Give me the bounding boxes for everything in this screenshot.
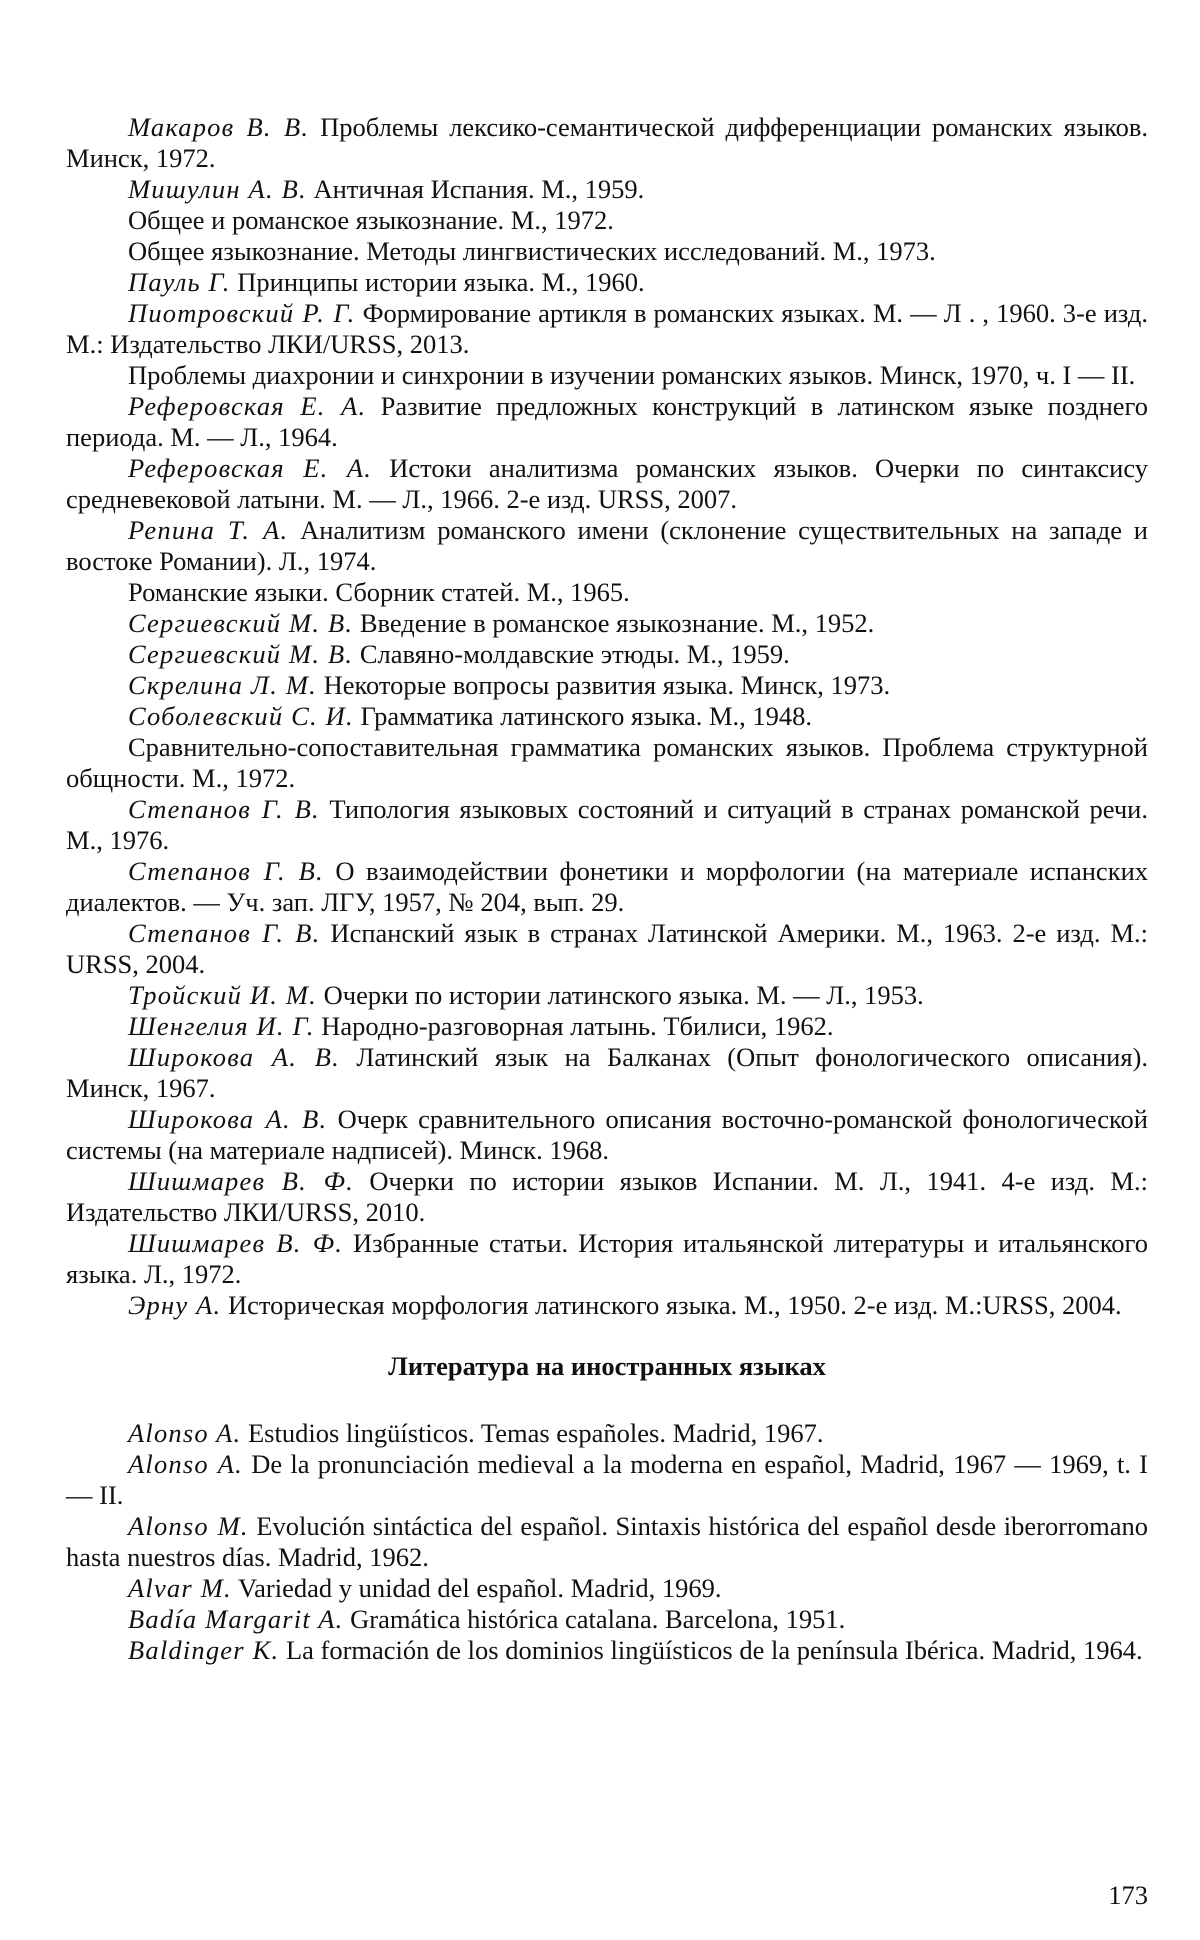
entry-text: Variedad y unidad del español. Madrid, 1969. <box>231 1573 722 1603</box>
entry-text: Латинский язык на Балканах (Опыт фонологического описания). Минск, 1967. <box>66 1042 1148 1103</box>
entry-text: Испанский язык в странах Латинской Америки. М., 1963. 2-е изд. М.: URSS, 2004. <box>66 918 1148 979</box>
entry-text: Очерки по истории латинского языка. М. — Л., 1953. <box>317 980 924 1010</box>
entry-text: Сравнительно-сопоставительная грамматика романских языков. Проблема структурной общности. М., 1972. <box>66 732 1148 793</box>
entry-author: Пиотровский Р. Г. <box>128 298 356 328</box>
entry-author: Alvar M. <box>128 1573 232 1603</box>
entry-text: Введение в романское языкознание. М., 1952. <box>353 608 875 638</box>
foreign-bibliography-list <box>66 1418 1148 1666</box>
bibliography-entry <box>66 174 1148 205</box>
entry-text: Общее языкознание. Методы лингвистических исследований. М., 1973. <box>128 236 936 266</box>
entry-text: Общее и романское языкознание. М., 1972. <box>128 205 614 235</box>
entry-author: Эрну А. <box>128 1290 222 1320</box>
entry-author: Степанов Г. В. <box>128 918 321 948</box>
entry-text: De la pronunciación medieval a la moderna en español, Madrid, 1967 — 1969, t. I — II. <box>66 1449 1148 1510</box>
entry-author: Мишулин А. В. <box>128 174 307 204</box>
bibliography-entry <box>66 1449 1148 1511</box>
entry-text: Формирование артикля в романских языках. М. — Л . , 1960. 3-е изд. М.: Издательство ЛКИ/URSS, 2013. <box>66 298 1148 359</box>
bibliography-entry <box>66 918 1148 980</box>
entry-text: Избранные статьи. История итальянской литературы и итальянского языка. Л., 1972. <box>66 1228 1148 1289</box>
entry-text: Грамматика латинского языка. М., 1948. <box>353 701 813 731</box>
bibliography-entry <box>66 980 1148 1011</box>
bibliography-entry <box>66 360 1148 391</box>
bibliography-entry <box>66 112 1148 174</box>
russian-bibliography-list <box>66 112 1148 1321</box>
entry-author: Сергиевский М. В. <box>128 639 354 669</box>
bibliography-entry <box>66 1511 1148 1573</box>
section-title: Литература на иностранных языках <box>388 1351 826 1381</box>
bibliography-entry <box>66 670 1148 701</box>
bibliography-entry <box>66 1011 1148 1042</box>
entry-text: Проблемы диахронии и синхронии в изучении романских языков. Минск, 1970, ч. I — II. <box>128 360 1136 390</box>
entry-author: Шенгелия И. Г. <box>128 1011 315 1041</box>
entry-author: Реферовская Е. А. <box>128 391 367 421</box>
bibliography-entry <box>66 1290 1148 1321</box>
bibliography-entry <box>66 1166 1148 1228</box>
entry-author: Реферовская Е. А. <box>128 453 373 483</box>
entry-text: Gramática histórica catalana. Barcelona, 1951. <box>343 1604 846 1634</box>
bibliography-entry <box>66 298 1148 360</box>
bibliography-entry <box>66 515 1148 577</box>
bibliography-entry <box>66 1228 1148 1290</box>
bibliography-entry <box>66 732 1148 794</box>
entry-text: Evolución sintáctica del español. Sintaxis histórica del español desde iberorromano hasta nuestros días. Madrid, 1962. <box>66 1511 1148 1572</box>
entry-text: Принципы истории языка. М., 1960. <box>230 267 645 297</box>
entry-text: Estudios lingüísticos. Temas españoles. Madrid, 1967. <box>241 1418 824 1448</box>
entry-text: Античная Испания. М., 1959. <box>306 174 645 204</box>
entry-author: Alonso A. <box>128 1418 242 1448</box>
bibliography-entry <box>66 856 1148 918</box>
entry-author: Пауль Г. <box>128 267 231 297</box>
entry-text: Очерки по истории языков Испании. М. Л., 1941. 4-е изд. М.: Издательство ЛКИ/URSS, 2010. <box>66 1166 1148 1227</box>
entry-text: La formación de los dominios lingüísticos de la península Ibérica. Madrid, 1964. <box>279 1635 1143 1665</box>
bibliography-entry <box>66 205 1148 236</box>
entry-author: Alonso M. <box>128 1511 249 1541</box>
entry-author: Сергиевский М. В. <box>128 608 354 638</box>
entry-author: Широкова А. В. <box>128 1104 328 1134</box>
bibliography-entry <box>66 1604 1148 1635</box>
entry-author: Репина Т. А. <box>128 515 289 545</box>
bibliography-entry <box>66 1573 1148 1604</box>
entry-text: Развитие предложных конструкций в латинском языке позднего периода. М. — Л., 1964. <box>66 391 1148 452</box>
entry-author: Соболевский С. И. <box>128 701 354 731</box>
entry-author: Alonso A. <box>128 1449 243 1479</box>
bibliography-entry <box>66 1635 1148 1666</box>
bibliography-entry <box>66 639 1148 670</box>
bibliography-entry <box>66 391 1148 453</box>
bibliography-entry <box>66 1042 1148 1104</box>
entry-text: Типология языковых состояний и ситуаций в странах романской речи. М., 1976. <box>66 794 1148 855</box>
entry-text: Аналитизм романского имени (склонение существительных на западе и востоке Романии). Л., 1974. <box>66 515 1148 576</box>
entry-text: Некоторые вопросы развития языка. Минск, 1973. <box>316 670 891 700</box>
bibliography-entry <box>66 1418 1148 1449</box>
entry-author: Широкова А. В. <box>128 1042 340 1072</box>
page-number: 173 <box>1108 1880 1148 1910</box>
bibliography-entry <box>66 453 1148 515</box>
bibliography-entry <box>66 701 1148 732</box>
bibliography-entry <box>66 236 1148 267</box>
bibliography-page <box>66 112 1148 1666</box>
bibliography-entry <box>66 1104 1148 1166</box>
bibliography-entry <box>66 577 1148 608</box>
entry-author: Степанов Г. В. <box>128 794 320 824</box>
entry-text: Славяно-молдавские этюды. М., 1959. <box>353 639 790 669</box>
entry-text: Романские языки. Сборник статей. М., 1965. <box>128 577 630 607</box>
bibliography-entry <box>66 267 1148 298</box>
entry-author: Степанов Г. В. <box>128 856 324 886</box>
bibliography-entry <box>66 794 1148 856</box>
entry-author: Скрелина Л. М. <box>128 670 317 700</box>
entry-text: О взаимодействии фонетики и морфологии (на материале испанских диалектов. — Уч. зап. ЛГУ, 1957, № 204, вып. 29. <box>66 856 1148 917</box>
entry-author: Тройский И. М. <box>128 980 317 1010</box>
entry-text: Проблемы лексико-семантической дифференциации романских языков. Минск, 1972. <box>66 112 1148 173</box>
entry-text: Истоки аналитизма романских языков. Очерки по синтаксису средневековой латыни. М. — Л., 1966. 2-е изд. URSS, 2007. <box>66 453 1148 514</box>
entry-author: Badía Margarit A. <box>128 1604 344 1634</box>
entry-author: Макаров В. В. <box>128 112 310 142</box>
entry-author: Шишмарев В. Ф. <box>128 1166 354 1196</box>
bibliography-entry <box>66 608 1148 639</box>
entry-author: Baldinger K. <box>128 1635 280 1665</box>
entry-author: Шишмарев В. Ф. <box>128 1228 344 1258</box>
entry-text: Народно-разговорная латынь. Тбилиси, 1962. <box>314 1011 834 1041</box>
entry-text: Очерк сравнительного описания восточно-романской фонологической системы (на материале надписей). Минск. 1968. <box>66 1104 1148 1165</box>
entry-text: Историческая морфология латинского языка. М., 1950. 2-е изд. М.:URSS, 2004. <box>221 1290 1122 1320</box>
